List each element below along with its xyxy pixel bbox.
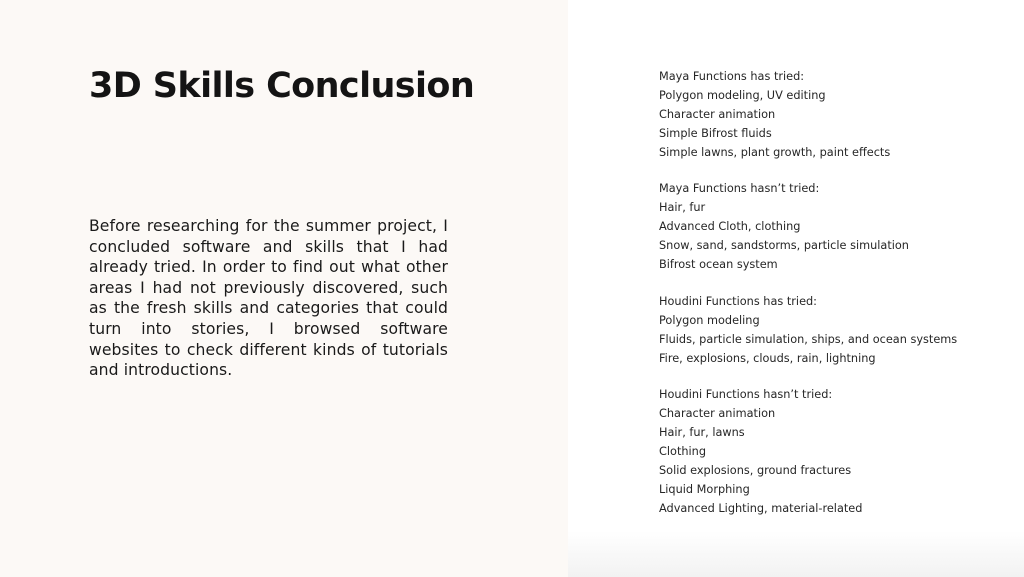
skill-item: Polygon modeling, UV editing (659, 88, 826, 102)
skill-group-houdini-not-tried (659, 386, 979, 518)
skill-item: Fluids, particle simulation, ships, and ocean systems (659, 332, 958, 346)
slide-title: 3D Skills Conclusion (89, 66, 475, 106)
skill-item: Solid explosions, ground fractures (659, 464, 852, 478)
skill-item: Hair, fur, lawns (659, 426, 745, 440)
group-heading: Houdini Functions has tried: (659, 294, 817, 308)
skill-group-houdini-tried (659, 293, 979, 369)
skill-item: Simple Bifrost fluids (659, 126, 772, 140)
skill-item: Liquid Morphing (659, 482, 750, 496)
skills-list (659, 68, 979, 537)
skill-item: Clothing (659, 445, 706, 459)
skill-item: Simple lawns, plant growth, paint effects (659, 145, 891, 159)
body-paragraph: Before researching for the summer project, I concluded software and skills that I had already tried. In order to find out what other areas I had not previously discovered, such as the fresh skills and categories that could turn into stories, I browsed software websites to check different kinds of tutorials and introductions. (89, 217, 448, 380)
skill-item: Advanced Lighting, material-related (659, 501, 863, 515)
skill-item: Character animation (659, 407, 776, 421)
skill-item: Fire, explosions, clouds, rain, lightning (659, 351, 876, 365)
skill-item: Polygon modeling (659, 313, 760, 327)
skill-item: Advanced Cloth, clothing (659, 220, 801, 234)
skill-item: Hair, fur (659, 201, 706, 215)
skill-item: Bifrost ocean system (659, 258, 778, 272)
skill-item: Snow, sand, sandstorms, particle simulation (659, 239, 909, 253)
group-heading: Maya Functions hasn’t tried: (659, 182, 820, 196)
group-heading: Houdini Functions hasn’t tried: (659, 388, 833, 402)
group-heading: Maya Functions has tried: (659, 70, 805, 83)
skill-item: Character animation (659, 107, 776, 121)
skill-group-maya-not-tried (659, 180, 979, 274)
skill-group-maya-tried (659, 68, 979, 162)
